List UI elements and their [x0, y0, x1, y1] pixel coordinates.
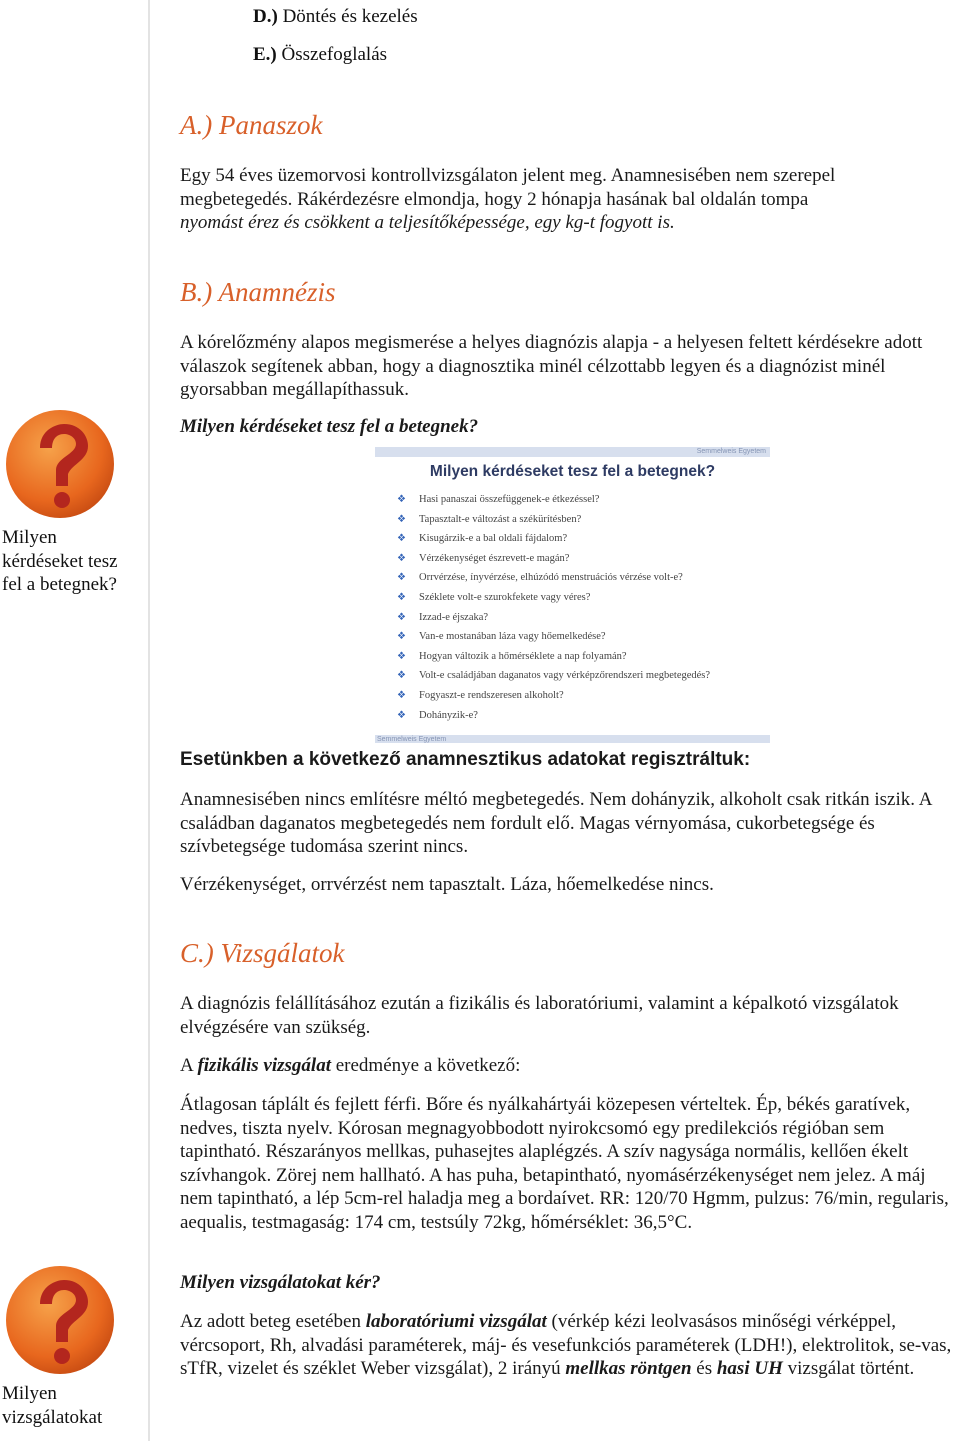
question-tests: Milyen vizsgálatokat kér?: [180, 1272, 381, 1293]
question-mark-icon: [4, 1264, 116, 1376]
list-item: ❖ Hogyan változik a hőmérséklete a nap folyamán?: [397, 650, 627, 662]
anamnesis-intro: A kórelőzmény alapos megismerése a helyes diagnózis alapja - a helyesen feltett kérdésekre adott válaszok segítenek abban, hogy a diagnosztika minél célzottabb legyen és a diagnózist minél gyorsabban megállapíthassuk.: [180, 332, 923, 400]
diamond-bullet-icon: ❖: [397, 611, 406, 623]
diamond-bullet-icon: ❖: [397, 709, 406, 721]
slide-title: Milyen kérdéseket tesz fel a betegnek?: [429, 463, 716, 480]
list-item: ❖ Izzad-e éjszaka?: [397, 611, 489, 623]
list-item: ❖ Van-e mostanában láza vagy hőemelkedése?: [397, 631, 606, 643]
question-anamnesis: Milyen kérdéseket tesz fel a betegnek?: [180, 416, 479, 437]
recorded-text-1: Anamnesisében nincs említésre méltó megbetegedés. Nem dohányzik, alkoholt csak ritkán iszik. A családban daganatos megbetegedés nem fordult elő. Magas vérnyomása, cukorbetegsége és szívbetegsége tudomása szerint nincs.: [180, 789, 932, 857]
recorded-text-2: Vérzékenységet, orrvérzést nem tapasztalt. Láza, hőemelkedése nincs.: [180, 874, 714, 895]
exam-intro: A diagnózis felállításához ezután a fizikális és laboratóriumi, valamint a képalkotó vizsgálatok elvégzésére van szükség.: [180, 993, 899, 1038]
slide-question-list: [397, 494, 710, 729]
list-item: ❖ Volt-e családjában daganatos vagy vérképzőrendszeri megbetegedés?: [397, 670, 711, 682]
list-item: ❖ Vérzékenységet észrevett-e magán?: [397, 552, 570, 564]
lab-exam-text: Az adott beteg esetében laboratóriumi vizsgálat (vérkép kézi leolvasásos minőségi vérképpel, vércsoport, Rh, alvadási paraméterek, máj- és vesefunkciós paraméterek (LDH!), elektrolitok, se-vas, sTfR, vizelet és széklet Weber vizsgálat), 2 irányú mellkas röntgen és hasi UH vizsgálat történt.: [180, 1311, 952, 1379]
toc-item-e[interactable]: E.) Összefoglalás: [253, 44, 388, 65]
side-label-tests: Milyen vizsgálatokat: [2, 1383, 103, 1428]
slide-university-bottom: Semmelweis Egyetem: [377, 736, 447, 743]
diamond-bullet-icon: ❖: [397, 513, 406, 525]
list-item: ❖ Hasi panaszai összefüggenek-e étkezéssel?: [397, 494, 600, 505]
diamond-bullet-icon: ❖: [397, 670, 406, 682]
section-b-heading: B.) Anamnézis: [180, 277, 336, 307]
slide-questions: [375, 447, 770, 743]
column-divider: [148, 0, 150, 1441]
physical-exam-result: Átlagosan táplált és fejlett férfi. Bőre és nyálkahártyái közepesen vérteltek. Ép, békés garatívek, nedves, tiszta nyelv. Kórosan megnagyobbodott nyirokcsomó egy predilekciós régióban sem tapintható. Részarányos mellkas, puhasejtes alaplégzés. A szív nagysága normális, kellően ékelt szívhangok. Zörej nem hallható. A has puha, betapintható, nyomásérzékenységet nem jelez. A máj nem tapintható, a lép 5cm-rel haladja meg a bordaívet. RR: 120/70 Hgmm, pulzus: 76/min, regularis, aequalis, testmagaság: 174 cm, testsúly 72kg, hőmérséklet: 36,5°C.: [180, 1094, 949, 1233]
recorded-heading: Esetünkben a következő anamnesztikus adatokat regisztráltuk:: [180, 749, 751, 770]
diamond-bullet-icon: ❖: [397, 572, 406, 584]
diamond-bullet-icon: ❖: [397, 533, 406, 545]
physical-exam-lead: A fizikális vizsgálat eredménye a következő:: [180, 1055, 521, 1076]
diamond-bullet-icon: ❖: [397, 591, 406, 603]
toc-item-d[interactable]: D.) Döntés és kezelés: [253, 6, 418, 27]
diamond-bullet-icon: ❖: [397, 650, 406, 662]
section-c-heading: C.) Vizsgálatok: [180, 938, 345, 968]
slide-university-top: Semmelweis Egyetem: [696, 448, 766, 455]
list-item: ❖ Tapasztalt-e változást a székürítésben?: [397, 513, 582, 525]
diamond-bullet-icon: ❖: [397, 689, 406, 701]
list-item: ❖ Széklete volt-e szurokfekete vagy véres?: [397, 591, 591, 603]
list-item: ❖ Kisugárzik-e a bal oldali fájdalom?: [397, 533, 568, 545]
list-item: ❖ Dohányzik-e?: [397, 709, 478, 721]
question-mark-icon: [4, 408, 116, 520]
section-a-heading: A.) Panaszok: [180, 110, 323, 140]
diamond-bullet-icon: ❖: [397, 631, 406, 643]
side-label-anamnesis: Milyen kérdéseket tesz fel a betegnek?: [2, 527, 118, 595]
list-item: ❖ Orrvérzése, ínyvérzése, elhúzódó menstruációs vérzése volt-e?: [397, 572, 683, 584]
diamond-bullet-icon: ❖: [397, 494, 406, 505]
list-item: ❖ Fogyaszt-e rendszeresen alkoholt?: [397, 689, 564, 701]
diamond-bullet-icon: ❖: [397, 552, 406, 564]
section-a-text: Egy 54 éves üzemorvosi kontrollvizsgálaton jelent meg. Anamnesisében nem szerepel megbetegedés. Rákérdezésre elmondja, hogy 2 hónapja hasának bal oldalán tompa nyomást érez és csökkent a teljesítőképessége, egy kg-t fogyott is.: [180, 165, 836, 233]
